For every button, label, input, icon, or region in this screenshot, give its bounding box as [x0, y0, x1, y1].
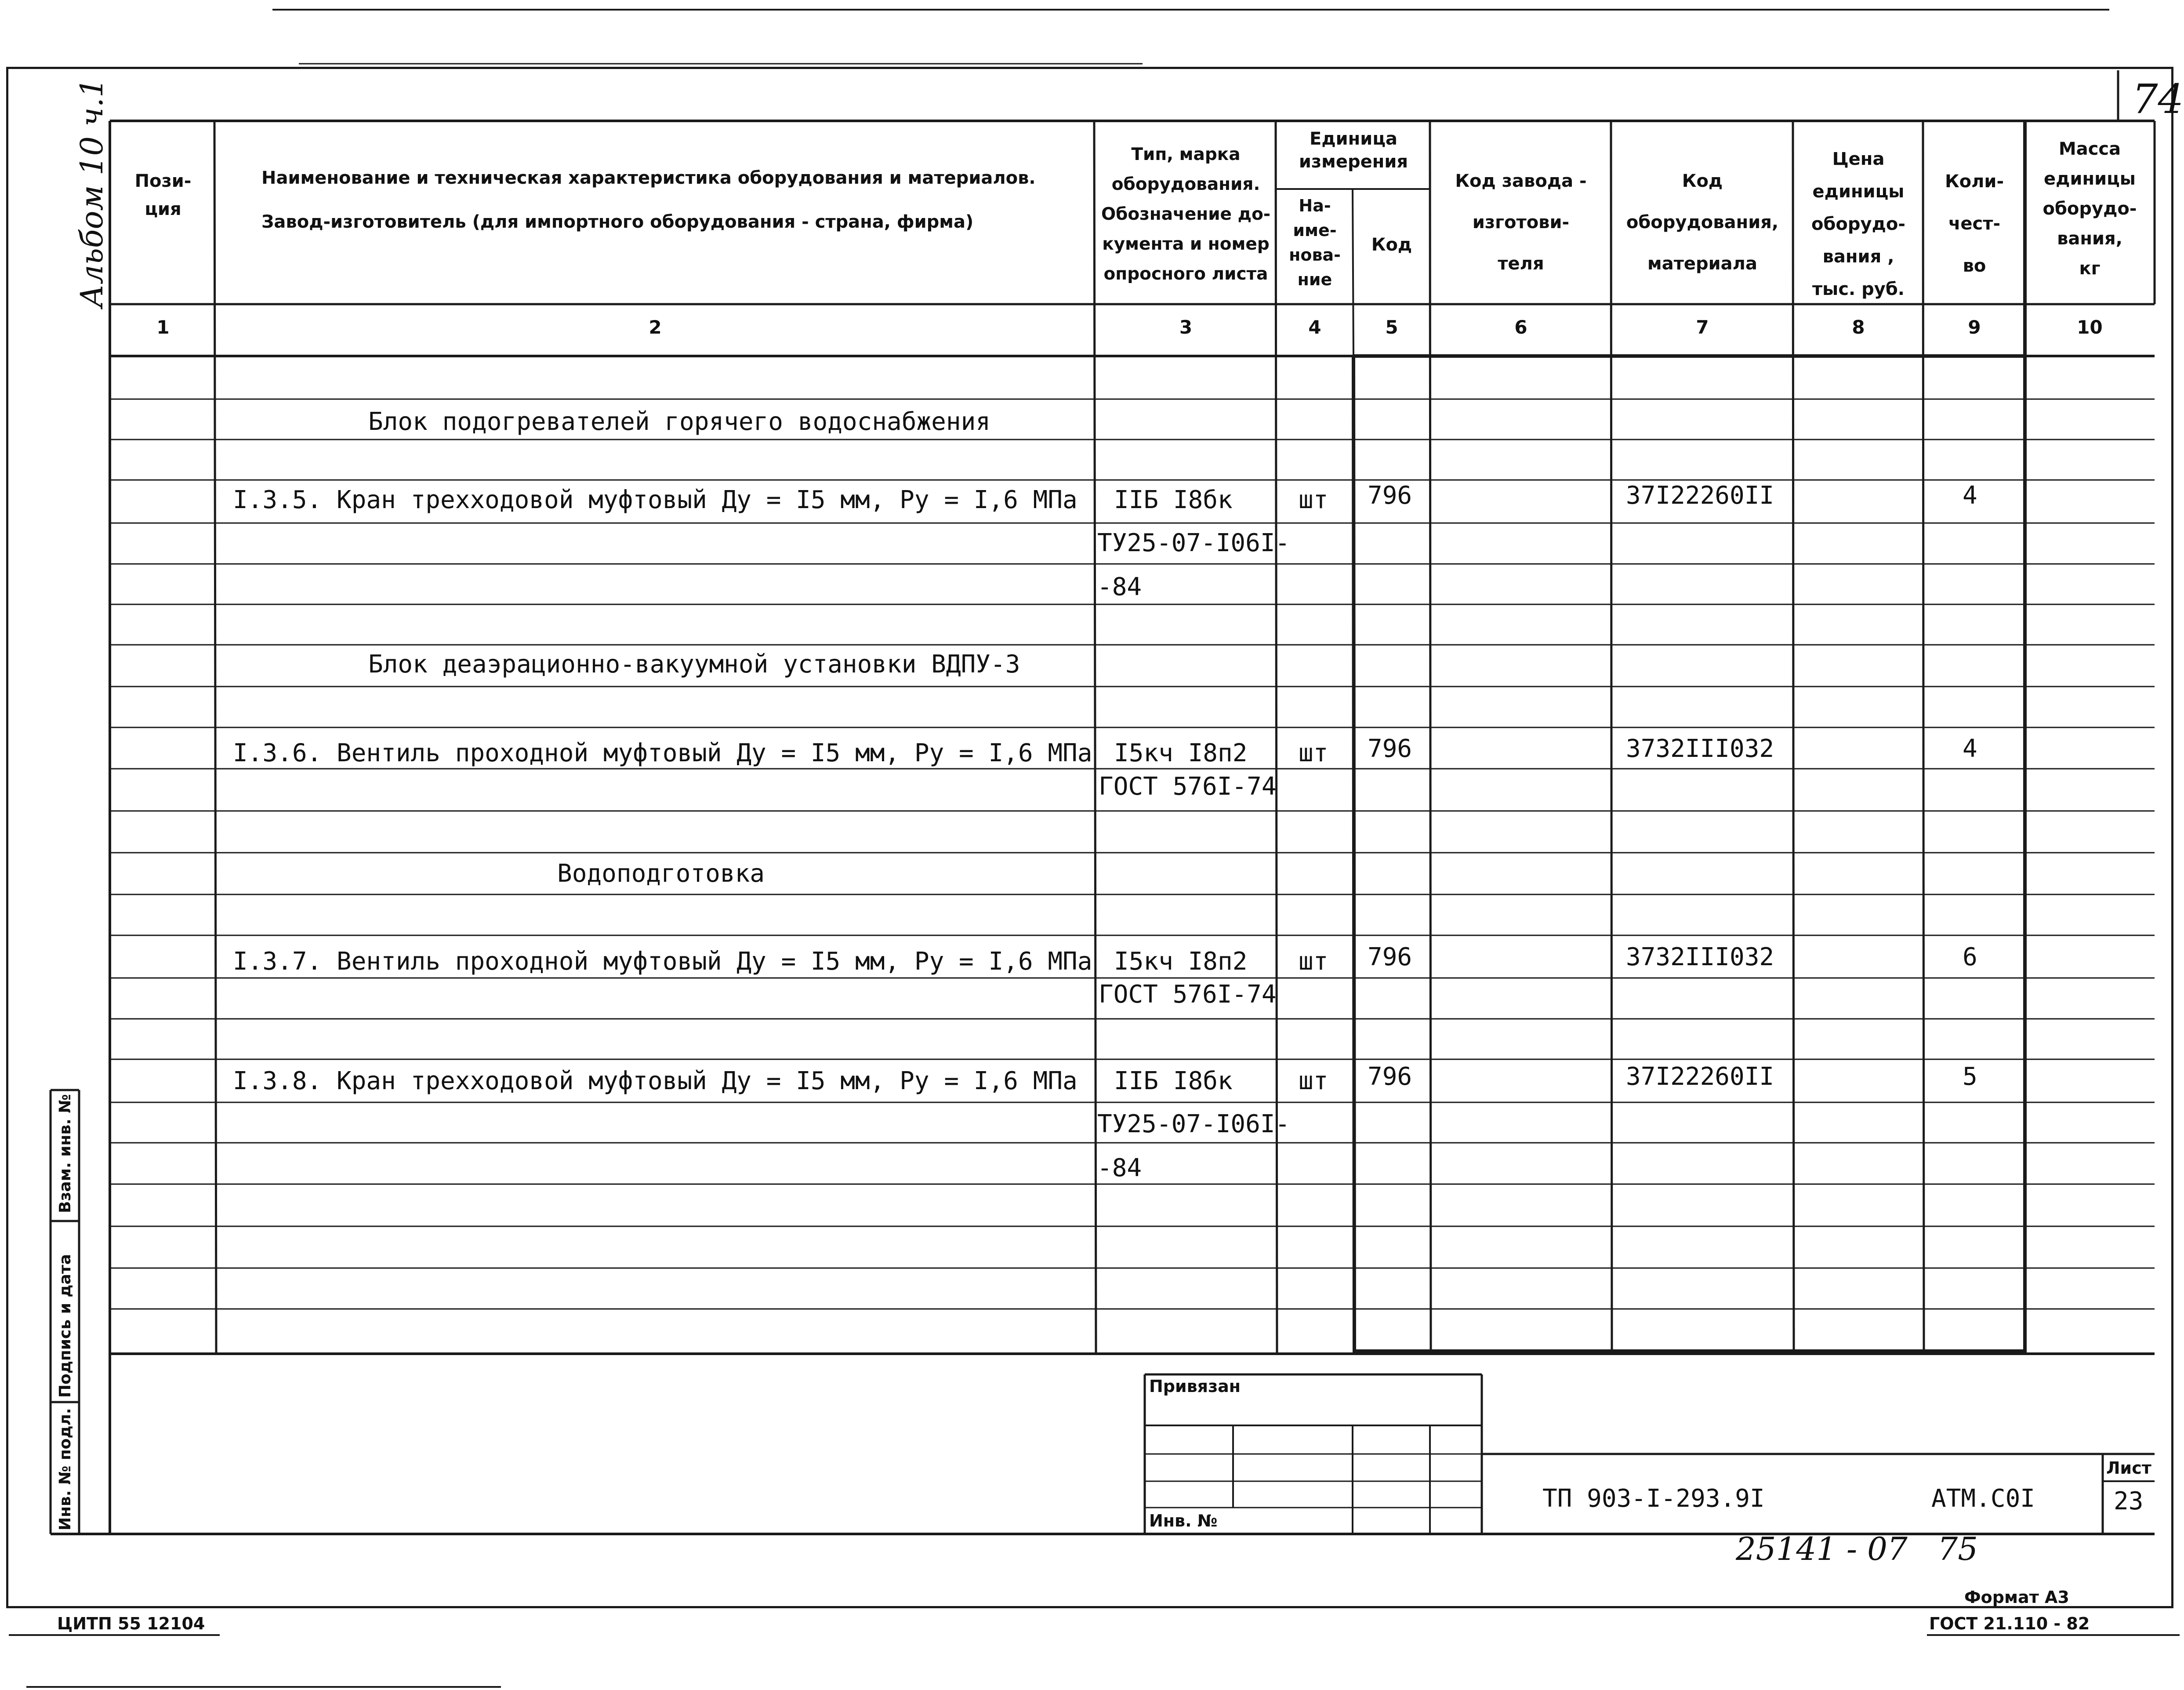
- item-unit-code: 796: [1368, 943, 1412, 971]
- item-name: I.3.8. Кран трехходовой муфтовый Ду = I5 мм, Ру = I,6 МПа: [233, 1067, 1077, 1095]
- stamp-doc-code: ТП 903-I-293.9I: [1542, 1484, 1765, 1513]
- item-doc: ТУ25-07-I06I-: [1097, 1110, 1290, 1138]
- item-doc-cont: -84: [1097, 573, 1142, 601]
- item-qty: 4: [1963, 481, 1977, 510]
- item-equip-code: 37I22260II: [1626, 481, 1774, 510]
- section-title: Блок подогревателей горячего водоснабжения: [368, 407, 991, 436]
- item-doc-cont: -84: [1097, 1154, 1142, 1182]
- handwritten-number: 25141 - 07 75: [1736, 1530, 1978, 1567]
- side-label-vzam: Взам. инв. №: [56, 1094, 74, 1213]
- item-equip-code: 3732III032: [1626, 734, 1774, 763]
- item-unit: шт: [1299, 739, 1328, 767]
- item-doc: ГОСТ 576I-74: [1099, 980, 1277, 1009]
- item-qty: 4: [1963, 734, 1977, 763]
- header-col10: Масса единицы оборудо- вания, кг: [2043, 139, 2137, 279]
- header-col5: Код: [1371, 235, 1412, 255]
- album-note: Альбом 10 ч.1: [74, 78, 110, 308]
- item-unit: шт: [1299, 1067, 1328, 1095]
- item-unit: шт: [1299, 486, 1328, 514]
- item-equip-code: 3732III032: [1626, 943, 1774, 971]
- footer-gost: ГОСТ 21.110 - 82: [1929, 1614, 2090, 1633]
- item-unit: шт: [1299, 947, 1328, 976]
- colnum-8: 8: [1852, 316, 1865, 338]
- header-col4: На- име- нова- ние: [1289, 196, 1341, 289]
- item-type: I5кч I8п2: [1114, 739, 1248, 767]
- item-equip-code: 37I22260II: [1626, 1062, 1774, 1091]
- item-unit-code: 796: [1368, 1062, 1412, 1091]
- side-label-inv-podl: Инв. № подл.: [56, 1408, 74, 1530]
- colnum-2: 2: [649, 316, 662, 338]
- section-title: Блок деаэрационно-вакуумной установки ВДПУ-3: [368, 650, 1020, 679]
- colnum-5: 5: [1385, 316, 1398, 338]
- colnum-4: 4: [1308, 316, 1321, 338]
- header-col9: Коли- чест- во: [1945, 171, 2004, 276]
- header-col8: Цена единицы оборудо- вания , тыс. руб.: [1811, 149, 1905, 299]
- item-type: IIБ I8бк: [1114, 1067, 1233, 1095]
- stamp-privyazan: Привязан: [1149, 1377, 1241, 1396]
- stamp-sheet-number: 23: [2114, 1487, 2144, 1516]
- stamp-inv-no: Инв. №: [1149, 1511, 1218, 1530]
- header-unit-group: Единица измерения: [1299, 129, 1408, 172]
- colnum-10: 10: [2077, 316, 2103, 338]
- item-qty: 6: [1963, 943, 1977, 971]
- item-type: I5кч I8п2: [1114, 947, 1248, 976]
- footer-left: ЦИТП 55 12104: [57, 1614, 205, 1633]
- colnum-7: 7: [1696, 316, 1709, 338]
- item-unit-code: 796: [1368, 734, 1412, 763]
- corner-sheet-number: 74: [2132, 76, 2184, 123]
- stamp-sheet-label: Лист: [2106, 1458, 2151, 1478]
- item-doc: ТУ25-07-I06I-: [1097, 529, 1290, 557]
- item-name: I.3.7. Вентиль проходной муфтовый Ду = I5 мм, Ру = I,6 МПа: [233, 947, 1092, 976]
- stamp-mark: АТМ.С0I: [1931, 1484, 2035, 1513]
- colnum-1: 1: [156, 316, 170, 338]
- item-name: I.3.6. Вентиль проходной муфтовый Ду = I5 мм, Ру = I,6 МПа: [233, 739, 1092, 767]
- side-label-podpis: Подпись и дата: [56, 1254, 74, 1398]
- header-col2: Наименование и техническая характеристика оборудования и материалов. Завод-изготовитель (для импортного оборудования - страна, фирма): [261, 168, 1036, 232]
- item-doc: ГОСТ 576I-74: [1099, 772, 1277, 801]
- item-qty: 5: [1963, 1062, 1977, 1091]
- header-col3: Тип, марка оборудования. Обозначение до- кумента и номер опросного листа: [1101, 145, 1271, 284]
- section-title: Водоподготовка: [557, 859, 765, 888]
- header-col6: Код завода - изготови- теля: [1455, 171, 1587, 274]
- header-col7: Код оборудования, материала: [1626, 171, 1779, 274]
- colnum-6: 6: [1514, 316, 1527, 338]
- header-col1: Пози- ция: [134, 171, 192, 219]
- item-unit-code: 796: [1368, 481, 1412, 510]
- item-type: IIБ I8бк: [1114, 486, 1233, 514]
- item-name: I.3.5. Кран трехходовой муфтовый Ду = I5 мм, Ру = I,6 МПа: [233, 486, 1077, 514]
- colnum-3: 3: [1179, 316, 1193, 338]
- colnum-9: 9: [1968, 316, 1981, 338]
- footer-format: Формат А3: [1964, 1588, 2069, 1607]
